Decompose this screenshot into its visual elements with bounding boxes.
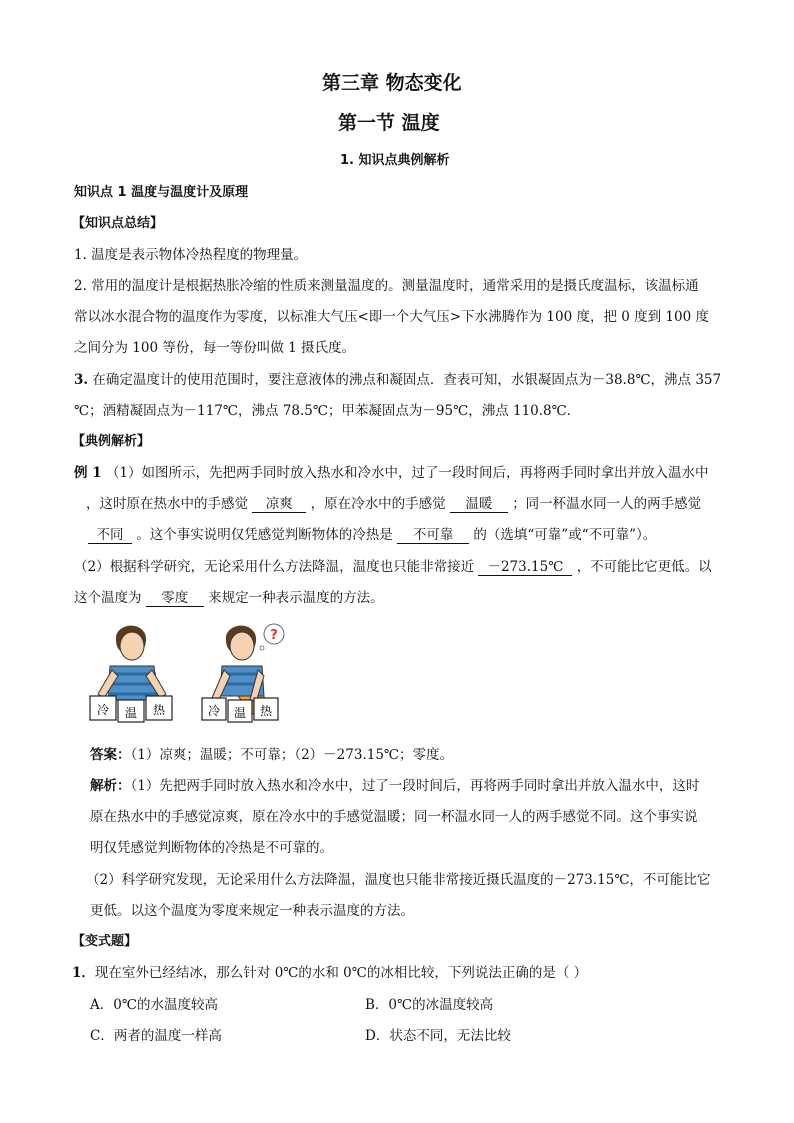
example-text-2a: ，这时原在热水中的手感觉	[86, 496, 248, 512]
example-part2-text-a: （2）根据科学研究，无论采用什么方法降温，温度也只能非常接近	[74, 559, 475, 575]
basin-label-cold-right: 冷	[207, 704, 221, 718]
option-b: B．0℃的冰温度较高	[365, 997, 494, 1013]
summary-item-2-line2: 常以冰水混合物的温度作为零度，以标准大气压<即一个大气压>下水沸腾作为 100 度，把 0 度到 100 度	[74, 309, 709, 325]
summary-item-1: 1. 温度是表示物体冷热程度的物理量。	[74, 247, 308, 263]
example-line-2	[86, 492, 701, 513]
basin-label-warm-left: 温	[124, 706, 138, 720]
question-bubble-mark: ?	[270, 628, 278, 643]
summary-item-3-line2: ℃；酒精凝固点为－117℃，沸点 78.5℃；甲苯凝固点为－95℃，沸点 110.8℃．	[74, 403, 581, 419]
example-part-2-line-1	[74, 555, 712, 576]
example-text-2c: ；同一杯温水同一人的两手感觉	[512, 496, 702, 512]
example-text-3b: 的（选填“可靠”或“不可靠”）。	[473, 527, 657, 543]
analysis-line-5: 更低。以这个温度为零度来规定一种表示温度的方法。	[90, 903, 414, 919]
answer-text: （1）凉爽；温暖；不可靠；（2）－273.15℃；零度。	[130, 747, 454, 763]
analysis-line-2: 原在热水中的手感觉凉爽，原在冷水中的手感觉温暖；同一杯温水同一人的两手感觉不同。这个事实说	[90, 809, 698, 825]
answer-blank-4: 不可靠	[397, 528, 469, 544]
answer-blank-6: 零度	[146, 591, 204, 607]
answer-label: 答案：	[90, 747, 131, 763]
summary-tag: 【知识点总结】	[72, 216, 164, 231]
basin-label-warm-right: 温	[233, 706, 247, 720]
example-line-1	[74, 461, 708, 481]
section-title: 第一节 温度	[338, 112, 440, 134]
example-line-3	[88, 523, 656, 544]
analysis-text-1: （1）先把两手同时放入热水和冷水中，过了一段时间后，再将两手同时拿出并放入温水中，这时	[130, 778, 700, 794]
example-part2-text-c: 这个温度为	[74, 590, 142, 606]
summary-item-2-line3: 之间分为 100 等份，每一等份叫做 1 摄氏度。	[74, 340, 356, 356]
option-a: A．0℃的水温度较高	[90, 997, 218, 1013]
basin-label-cold-left: 冷	[96, 703, 110, 717]
analysis-line-3: 明仅凭感觉判断物体的冷热是不可靠的。	[90, 840, 333, 856]
summary-item-3-number: 3.	[74, 372, 89, 388]
summary-item-3-line1	[74, 368, 721, 388]
example-tag: 【典例解析】	[72, 434, 151, 449]
answer-blank-3: 不同	[88, 528, 132, 544]
example-part2-text-b: ，不可能比它更低。以	[576, 559, 712, 575]
example-part2-text-d: 来规定一种表示温度的方法。	[208, 590, 384, 606]
basin-label-hot-right: 热	[259, 704, 273, 718]
basins-right	[202, 698, 278, 722]
summary-item-2-line1: 2. 常用的温度计是根据热胀冷缩的性质来测量温度的。测量温度时，通常采用的是摄氏度温标，该温标通	[74, 278, 699, 294]
answer-blank-5: －273.15℃	[478, 560, 572, 576]
basin-label-hot-left: 热	[152, 703, 166, 717]
summary-item-3-text: 在确定温度计的使用范围时，要注意液体的沸点和凝固点．查表可知，水银凝固点为－38.8℃，沸点 357	[88, 372, 722, 388]
question-number: 1．	[72, 965, 95, 981]
analysis-line-1	[90, 774, 699, 794]
chapter-title: 第三章 物态变化	[322, 72, 462, 94]
answer-line	[90, 743, 453, 763]
question-1	[72, 961, 587, 981]
hands-in-water-illustration	[88, 618, 313, 726]
variant-tag: 【变式题】	[72, 934, 138, 949]
answer-blank-2: 温暖	[450, 497, 508, 513]
example-label: 例 1	[74, 465, 102, 481]
boy-figure-left	[98, 626, 166, 700]
subheading: 1. 知识点典例解析	[340, 153, 450, 168]
analysis-line-4: （2）科学研究发现，无论采用什么方法降温，温度也只能非常接近摄氏温度的－273.15℃，不可能比它	[86, 872, 711, 888]
option-d: D．状态不同，无法比较	[365, 1028, 511, 1044]
example-text-1: （1）如图所示，先把两手同时放入热水和冷水中，过了一段时间后，再将两手同时拿出并放入温水中	[105, 465, 709, 481]
analysis-label: 解析：	[90, 778, 131, 794]
example-text-3a: 。这个事实说明仅凭感觉判断物体的冷热是	[136, 527, 393, 543]
answer-blank-1: 凉爽	[252, 497, 306, 513]
example-text-2b: ，原在冷水中的手感觉	[310, 496, 446, 512]
knowledge-point-heading: 知识点 1 温度与温度计及原理	[74, 185, 249, 200]
example-part-2-line-2	[74, 586, 384, 607]
question-text: 现在室外已经结冰，那么针对 0℃的水和 0℃的冰相比较，下列说法正确的是（ ）	[94, 965, 588, 981]
option-c: C．两者的温度一样高	[90, 1028, 222, 1044]
basins-left	[90, 696, 172, 722]
